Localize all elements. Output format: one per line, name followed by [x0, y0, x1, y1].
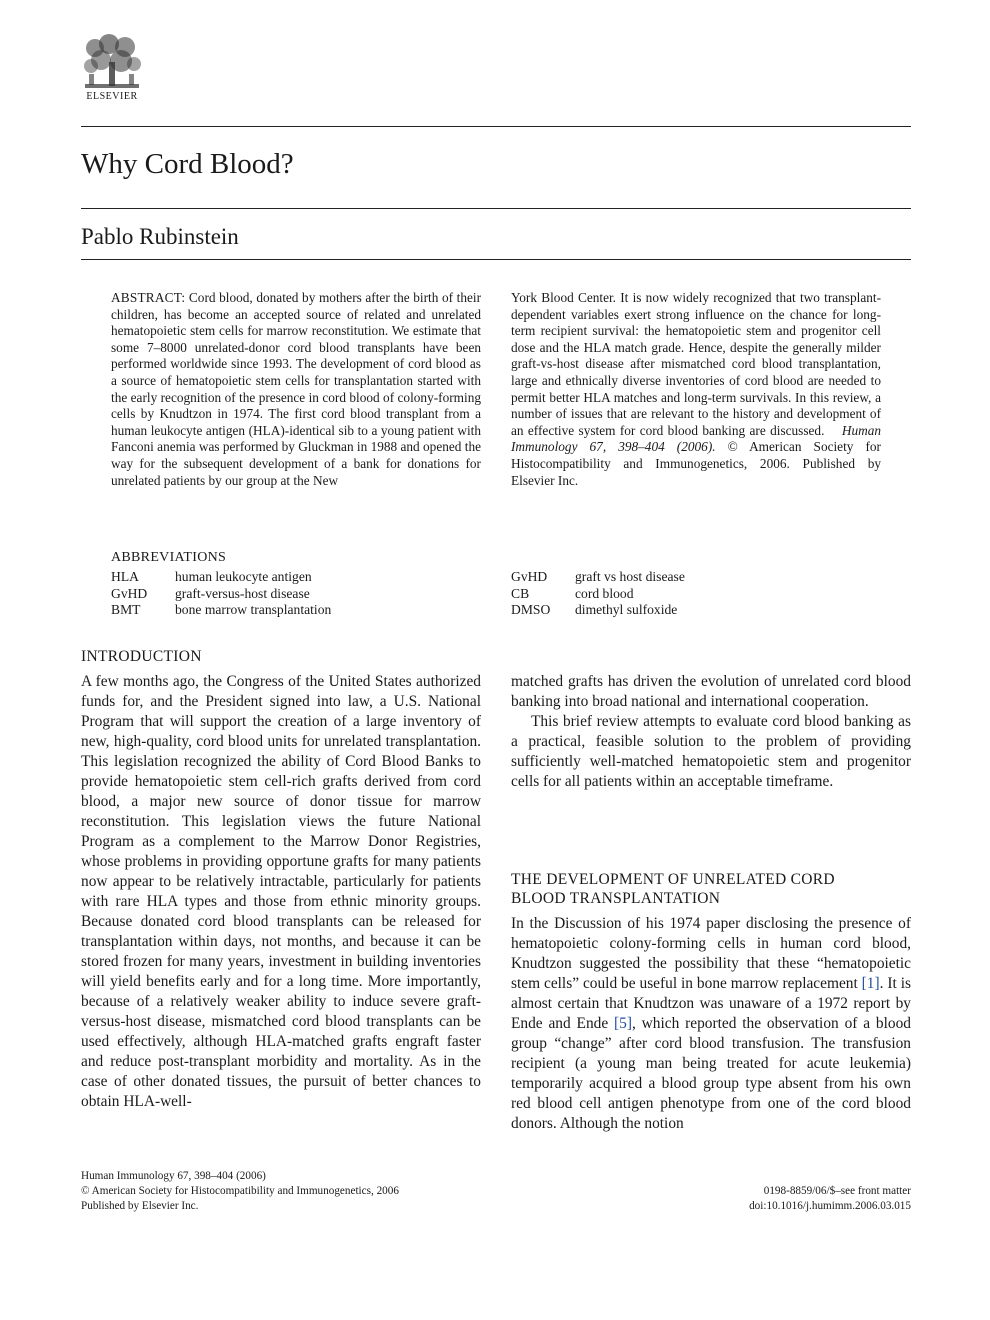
footer-issn: 0198-8859/06/$–see front matter: [763, 1185, 911, 1197]
abbreviation-term: cord blood: [575, 585, 634, 601]
introduction-paragraph-2: This brief review attempts to evaluate cord blood banking as a practical, feasible solution to the problem of providing sufficiently well-matched hematopoietic stem and progenitor cells for all patients within an acceptable timeframe.: [511, 713, 911, 790]
abbreviations-heading: ABBREVIATIONS: [111, 550, 227, 565]
abbreviation-term: bone marrow transplantation: [175, 602, 332, 618]
abbreviation-code: DMSO: [511, 602, 551, 618]
abbreviation-term: human leukocyte antigen: [175, 569, 312, 584]
abbreviation-item: [111, 569, 331, 586]
abstract-right-column: [511, 290, 881, 489]
abbreviation-code: CB: [511, 585, 530, 601]
author-rule: [81, 259, 911, 260]
abbreviation-item: [511, 586, 685, 603]
abbreviations-right-list: [511, 569, 685, 619]
reference-link-1[interactable]: [1]: [861, 975, 880, 992]
introduction-heading: INTRODUCTION: [81, 648, 202, 665]
abbreviations-left-list: [111, 569, 331, 619]
reference-link-5[interactable]: [5]: [614, 1015, 632, 1032]
development-text-a: In the Discussion of his 1974 paper disclosing the presence of hematopoietic colony-forming cells in human cord blood, Knudtzon suggested the possibility that these “hematopoietic stem cells” could be useful in bone marrow replacement: [511, 915, 911, 992]
development-heading-line-2: BLOOD TRANSPLANTATION: [511, 890, 721, 907]
footer-publisher: Published by Elsevier Inc.: [81, 1200, 199, 1213]
introduction-left-column: [81, 672, 481, 1112]
article-author: Pablo Rubinstein: [81, 224, 239, 249]
introduction-right-column: [511, 672, 911, 792]
footer-copyright: © American Society for Histocompatibility and Immunogenetics, 2006: [81, 1185, 399, 1198]
abstract-citation: Human Immunology 67, 398–404 (2006).: [511, 422, 881, 455]
introduction-paragraph-1: A few months ago, the Congress of the United States authorized funds for, and the President signed into law, a U.S. National Program that will support the creation of a large inventory of new, high-quality, cord blood units for unrelated transplantation. This legislation recognized the ability of Cord Blood Banks to provide hematopoietic stem cell-rich grafts derived from cord blood, a major new source of donor tissue for marrow reconstitution. This legislation views the future National Program as a complement to the Marrow Donor Registries, whose problems in providing opportune grafts for many patients now appear to be relatively intractable, particularly for patients with rare HLA types and those from ethnic minority groups. Because donated cord blood transplants can be released for transplantation within days, not months, and because it can be stored frozen for many years, investment in building inventories will yield benefits early and for a long time. More importantly, because of a relatively weaker ability to induce severe graft-versus-host disease, mismatched cord blood transplants can be used effectively, although HLA-matched grafts engraft faster and reduce post-transplant morbidity and mortality. As in the case of other donated tissues, the pursuit of better chances to obtain HLA-well-: [81, 673, 481, 1110]
development-text-c: , which reported the observation of a blood group “change” after cord blood transfusion. The transfusion recipient (a young man being treated for acute leukemia) temporarily acquired a blood group type absent from his own red blood cell antigen phenotype from one of the cord blood donors. Although the notion: [511, 1015, 911, 1132]
development-heading: [511, 870, 835, 908]
abbreviation-item: [511, 569, 685, 586]
abstract-label: ABSTRACT:: [111, 290, 186, 305]
title-rule: [81, 208, 911, 209]
footer-left: [81, 1169, 399, 1215]
tree-logo-icon: [81, 34, 143, 90]
abbreviation-term: dimethyl sulfoxide: [575, 602, 678, 618]
footer-journal: Human Immunology 67, 398–404 (2006): [81, 1170, 266, 1182]
elsevier-logo: [81, 34, 143, 104]
abstract-text-left: Cord blood, donated by mothers after the birth of their children, has become an accepted source of related and unrelated hematopoietic stem cells for marrow reconstitution. We estimate that some 7–8000 unrelated-donor cord blood transplants have been performed worldwide since 1993. The development of cord blood as a source of hematopoietic stem cells for transplantation started with the early recognition of the presence in cord blood of colony-forming cells by Knudtzon in 1974. The first cord blood transplant from a human leukocyte antigen (HLA)-identical sib to a young patient with Fanconi anemia was performed by Gluckman in 1988 and opened the way for the subsequent development of a bank for donations for unrelated patients by our group at the New: [111, 290, 482, 488]
development-column: [511, 914, 911, 1134]
abstract-left-column: [111, 290, 481, 489]
abbreviation-term: graft vs host disease: [575, 569, 685, 584]
abbreviation-code: GvHD: [511, 569, 548, 584]
header-rule: [81, 126, 911, 127]
development-paragraph-1: [511, 914, 911, 1134]
article-title: Why Cord Blood?: [81, 148, 294, 180]
abbreviation-code: GvHD: [111, 585, 148, 601]
abbreviation-item: [111, 602, 331, 619]
development-text-b: . It is almost certain that Knudtzon was unaware of a 1972 report by Ende and Ende: [511, 975, 911, 1032]
abbreviation-item: [511, 602, 685, 619]
abbreviation-code: HLA: [111, 569, 139, 584]
abstract-copyright: © American Society for Histocompatibility and Immunogenetics, 2006. Published by Elsevier Inc.: [511, 439, 881, 488]
abbreviation-term: graft-versus-host disease: [175, 585, 310, 601]
footer-right: [749, 1184, 911, 1214]
introduction-paragraph-1-continued: matched grafts has driven the evolution of unrelated cord blood banking into broad national and international cooperation.: [511, 673, 911, 710]
footer-doi[interactable]: doi:10.1016/j.humimm.2006.03.015: [749, 1200, 911, 1213]
abbreviation-code: BMT: [111, 602, 141, 618]
abstract-text-right: York Blood Center. It is now widely recognized that two transplant-dependent variables exert strong influence on the chance for long-term recipient survival: the hematopoietic stem and progenitor cell dose and the HLA match grade. Hence, despite the generally milder graft-vs-host disease after mismatched cord blood transplantation, large and ethnically diverse inventories of cord blood are needed to permit better HLA matches and long-term survivals. In this review, a number of issues that are relevant to the history and development of an effective system for cord blood banking are discussed.: [511, 290, 881, 438]
development-heading-line-1: THE DEVELOPMENT OF UNRELATED CORD: [511, 871, 835, 888]
abbreviation-item: [111, 586, 331, 603]
logo-wordmark: ELSEVIER: [86, 91, 138, 102]
